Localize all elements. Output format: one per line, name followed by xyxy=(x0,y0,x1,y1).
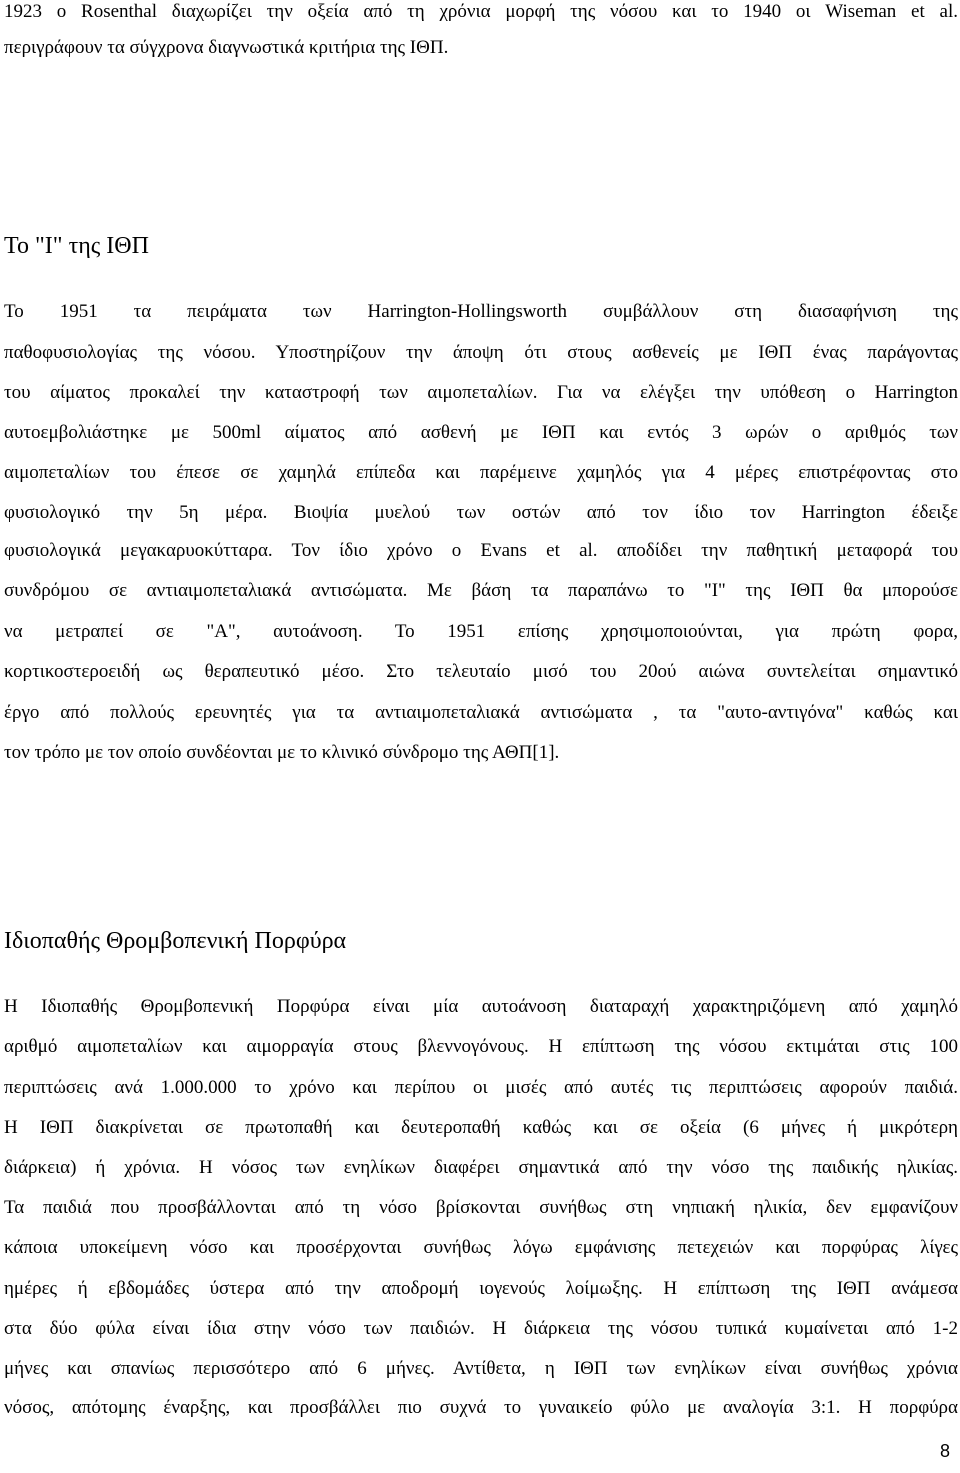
paragraph-line: μήνες και σπανίως περισσότερο από 6 μήνες. Αντίθετα, η ΙΘΠ των ενηλίκων είναι συνήθως χρόνια xyxy=(4,1358,958,1379)
paragraph-line: παθοφυσιολογίας της νόσου. Υποστηρίζουν την άποψη ότι στους ασθενείς με ΙΘΠ ένας παράγοντας xyxy=(4,342,958,363)
paragraph-line: αυτοεμβολιάστηκε με 500ml αίματος από ασθενή με ΙΘΠ και εντός 3 ωρών ο αριθμός των xyxy=(4,422,958,443)
paragraph-line: Η Ιδιοπαθής Θρομβοπενική Πορφύρα είναι μία αυτοάνοση διαταραχή χαρακτηριζόμενη από χαμηλό xyxy=(4,996,958,1017)
paragraph-line: έργο από πολλούς ερευνητές για τα αντιαιμοπεταλιακά αντισώματα , τα "αυτο-αντιγόνα" καθώς και xyxy=(4,702,958,723)
paragraph-line: στα δύο φύλα είναι ίδια στην νόσο των παιδιών. Η διάρκεια της νόσου τυπικά κυμαίνεται από 1-2 xyxy=(4,1318,958,1339)
paragraph-line: φυσιολογικά μεγακαρυοκύτταρα. Τον ίδιο χρόνο ο Evans et al. αποδίδει την παθητική μεταφορά του xyxy=(4,540,958,561)
paragraph-line: Η ΙΘΠ διακρίνεται σε πρωτοπαθή και δευτεροπαθή καθώς και σε οξεία (6 μήνες ή μικρότερη xyxy=(4,1117,958,1138)
paragraph-line: συνδρόμου σε αντιαιμοπεταλιακά αντισώματα. Με βάση τα παραπάνω το "Ι" της ΙΘΠ θα μπορούσε xyxy=(4,580,958,601)
section-heading-itp: Ιδιοπαθής Θρομβοπενική Πορφύρα xyxy=(4,928,347,954)
paragraph-line: Τα παιδιά που προσβάλλονται από τη νόσο βρίσκονται συνήθως στη νηπιακή ηλικία, δεν εμφανίζουν xyxy=(4,1197,958,1218)
section-heading-i-of-itp: Το "Ι" της ΙΘΠ xyxy=(4,233,149,259)
paragraph-line: Το 1951 τα πειράματα των Harrington-Hollingsworth συμβάλλουν στη διασαφήνιση της xyxy=(4,301,958,322)
paragraph-line: φυσιολογικό την 5η μέρα. Βιοψία μυελού των οστών από τον ίδιο τον Harrington έδειξε xyxy=(4,502,958,523)
page-number: 8 xyxy=(939,1441,950,1461)
paragraph-line: αριθμό αιμοπεταλίων και αιμορραγία στους βλεννογόνους. Η επίπτωση της νόσου εκτιμάται στις 100 xyxy=(4,1036,958,1057)
paragraph-line: διάρκεια) ή χρόνια. Η νόσος των ενηλίκων διαφέρει σημαντικά από την νόσο της παιδικής ηλικίας. xyxy=(4,1157,958,1178)
paragraph-line: περιπτώσεις ανά 1.000.000 το χρόνο και περίπου οι μισές από αυτές τις περιπτώσεις αφορούν παιδιά. xyxy=(4,1077,958,1098)
intro-line-2: περιγράφουν τα σύγχρονα διαγνωστικά κριτήρια της ΙΘΠ. xyxy=(4,37,449,58)
paragraph-line: του αίματος προκαλεί την καταστροφή των αιμοπεταλίων. Για να ελέγξει την υπόθεση ο Harrington xyxy=(4,382,958,403)
paragraph-line: να μετραπεί σε "Α", αυτοάνοση. Το 1951 επίσης χρησιμοποιούνται, για πρώτη φορα, xyxy=(4,621,958,642)
paragraph-line: τον τρόπο με τον οποίο συνδέονται με το κλινικό σύνδρομο της ΑΘΠ[1]. xyxy=(4,742,560,763)
paragraph-line: αιμοπεταλίων του έπεσε σε χαμηλά επίπεδα και παρέμεινε χαμηλός για 4 μέρες επιστρέφοντας στο xyxy=(4,462,958,483)
paragraph-line: κάποια υποκείμενη νόσο και προσέρχονται συνήθως λόγω εμφάνισης πετεχειών και πορφύρας λίγες xyxy=(4,1237,958,1258)
paragraph-line: κορτικοστεροειδή ως θεραπευτικό μέσο. Στο τελευταίο μισό του 20ού αιώνα συντελείται σημαντικό xyxy=(4,661,958,682)
paragraph-line: ημέρες ή εβδομάδες ύστερα από την αποδρομή ιογενούς λοίμωξης. Η επίπτωση της ΙΘΠ ανάμεσα xyxy=(4,1278,958,1299)
paragraph-line: νόσος, απότομης έναρξης, και προσβάλλει πιο συχνά το γυναικείο φύλο με αναλογία 3:1. Η πορφύρα xyxy=(4,1397,958,1418)
intro-line-1: 1923 ο Rosenthal διαχωρίζει την οξεία από τη χρόνια μορφή της νόσου και το 1940 οι Wiseman et al. xyxy=(4,1,958,22)
